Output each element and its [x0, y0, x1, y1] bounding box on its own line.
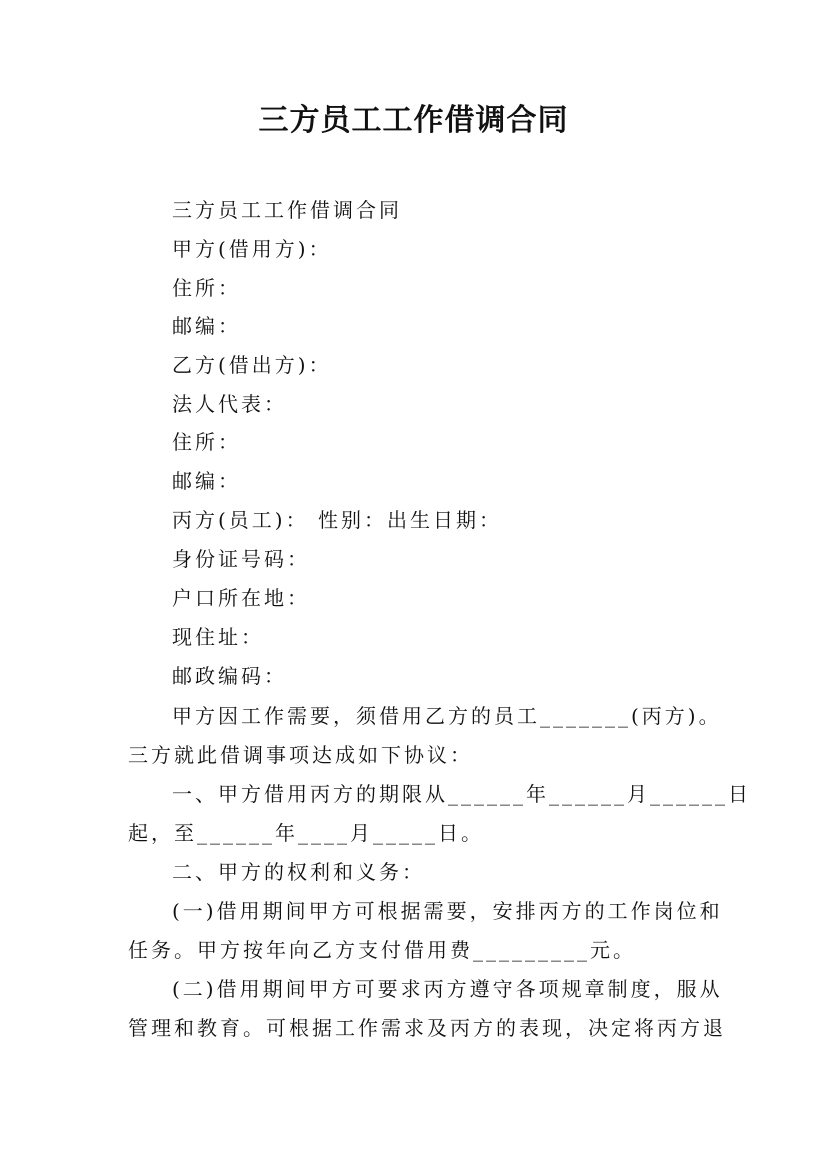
text-line: 邮政编码： [172, 664, 287, 688]
text-line: 邮编： [172, 469, 241, 493]
text-line: (一)借用期间甲方可根据需要，安排丙方的工作岗位和 [172, 899, 723, 923]
text-line: 身份证号码： [172, 547, 310, 571]
text-line: 一、甲方借用丙方的期限从______年______月______日 [172, 782, 751, 806]
text-line: 丙方(员工)： 性别：出生日期： [172, 508, 502, 532]
text-line: 户口所在地： [172, 586, 310, 610]
text-line: 起，至______年____月_____日。 [128, 821, 484, 845]
text-line: 法人代表： [172, 392, 287, 416]
text-line: 三方员工工作借调合同 [172, 198, 402, 222]
text-line: 乙方(借出方)： [172, 353, 332, 377]
text-line: 住所： [172, 430, 241, 454]
text-line: 住所： [172, 276, 241, 300]
text-line: 三方就此借调事项达成如下协议： [128, 743, 473, 767]
text-line: 任务。甲方按年向乙方支付借用费_________元。 [128, 938, 636, 962]
text-line: 现住址： [172, 625, 264, 649]
text-line: 甲方(借用方)： [172, 237, 332, 261]
text-line: 甲方因工作需要，须借用乙方的员工_______(丙方)。 [172, 704, 722, 728]
text-line: (二)借用期间甲方可要求丙方遵守各项规章制度，服从 [172, 977, 723, 1001]
text-line: 邮编： [172, 314, 241, 338]
text-line: 二、甲方的权利和义务： [172, 860, 425, 884]
text-line: 管理和教育。可根据工作需求及丙方的表现，决定将丙方退 [128, 1016, 726, 1040]
document-title: 三方员工工作借调合同 [258, 103, 569, 138]
